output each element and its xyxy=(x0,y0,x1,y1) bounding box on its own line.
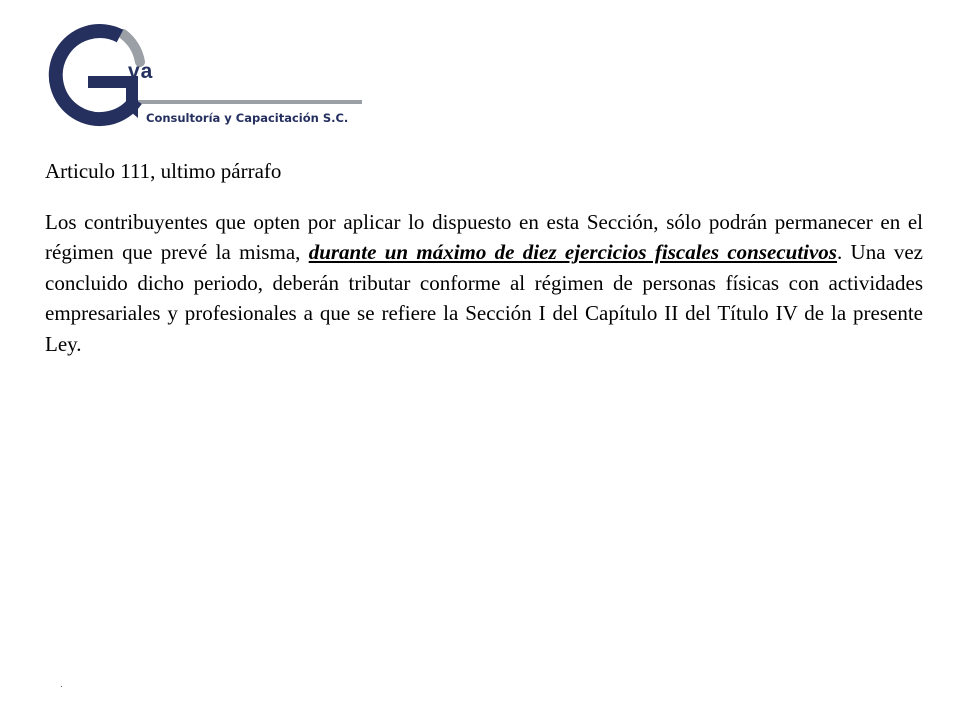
paragraph-part-2: . Una vez concluido dicho periodo, deberán tributar conforme al régimen de personas físicas con actividades empresariales y profesionales a que se refiere la Sección I del Capítulo II del Título IV de la presente Ley. xyxy=(45,240,923,356)
document-content xyxy=(45,156,923,359)
paragraph-emphasis: durante un máximo de diez ejercicios fiscales consecutivos xyxy=(308,240,837,264)
company-logo xyxy=(28,20,368,130)
article-paragraph xyxy=(45,207,923,360)
footer-dot: . xyxy=(60,679,63,690)
logo-mark-text: va xyxy=(128,60,154,83)
logo-company-name: Consultoría y Capacitación S.C. xyxy=(146,111,349,125)
article-heading: Articulo 111, ultimo párrafo xyxy=(45,159,282,183)
paragraph-part-1: Los contribuyentes que opten por aplicar lo dispuesto en esta Sección, sólo podrán permanecer en el régimen que prevé la misma, xyxy=(45,209,923,264)
